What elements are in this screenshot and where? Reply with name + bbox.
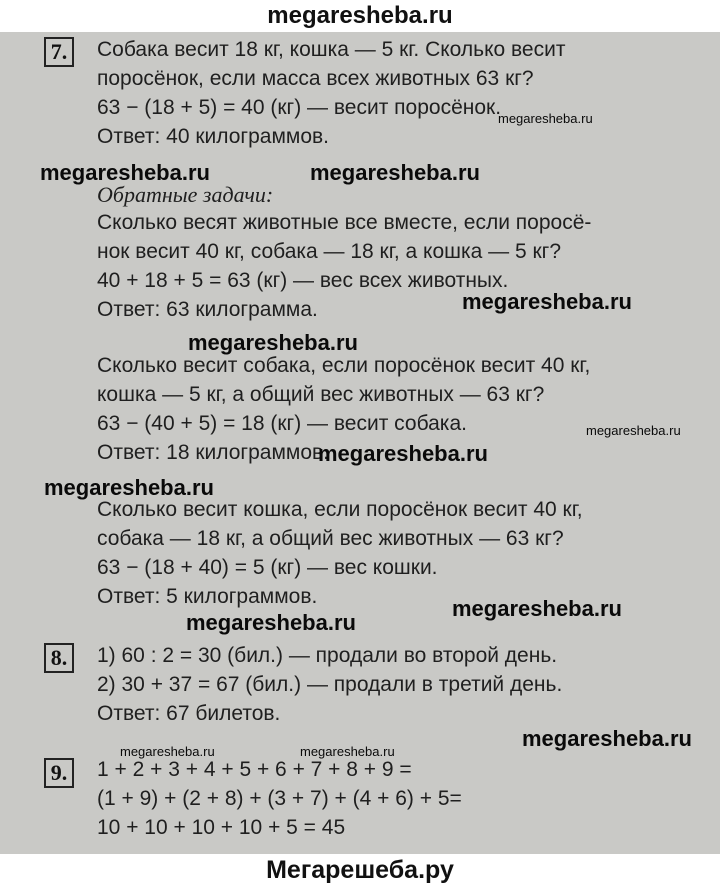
task-7-line: 40 + 18 + 5 = 63 (кг) — вес всех животных. bbox=[97, 269, 509, 292]
inverse-problems-heading: Обратные задачи: bbox=[97, 182, 274, 207]
task-7-line: 63 − (40 + 5) = 18 (кг) — весит собака. bbox=[97, 412, 467, 435]
task-7-line: 63 − (18 + 5) = 40 (кг) — весит поросёнок. bbox=[97, 96, 502, 119]
task-8-line: 1) 60 : 2 = 30 (бил.) — продали во второй день. bbox=[97, 644, 558, 667]
watermark: megaresheba.ru bbox=[310, 160, 480, 185]
watermark: megaresheba.ru bbox=[318, 441, 488, 466]
task-9-line: 10 + 10 + 10 + 10 + 5 = 45 bbox=[97, 816, 346, 839]
task-8-line: 2) 30 + 37 = 67 (бил.) — продали в третий день. bbox=[97, 673, 563, 696]
task-7-line: Сколько весят животные все вместе, если поросё- bbox=[97, 211, 592, 234]
task-9-line: 1 + 2 + 3 + 4 + 5 + 6 + 7 + 8 + 9 = bbox=[97, 758, 412, 781]
watermark: megaresheba.ru bbox=[188, 330, 358, 355]
task-8-answer: Ответ: 67 билетов. bbox=[97, 702, 281, 725]
watermark: megaresheba.ru bbox=[186, 610, 356, 635]
task-7-line: поросёнок, если масса всех животных 63 кг? bbox=[97, 67, 534, 90]
task-7-answer: Ответ: 18 килограммов. bbox=[97, 441, 329, 464]
watermark: megaresheba.ru bbox=[120, 744, 215, 759]
task-7-line: 63 − (18 + 40) = 5 (кг) — вес кошки. bbox=[97, 556, 438, 579]
task-7-line: Собака весит 18 кг, кошка — 5 кг. Сколько весит bbox=[97, 38, 566, 61]
watermark: megaresheba.ru bbox=[498, 111, 593, 126]
task-7-line: собака — 18 кг, а общий вес животных — 63 кг? bbox=[97, 527, 564, 550]
site-footer: Мегарешеба.ру bbox=[266, 856, 454, 884]
watermark: megaresheba.ru bbox=[44, 475, 214, 500]
watermark: megaresheba.ru bbox=[522, 726, 692, 751]
task-7-line: Сколько весит кошка, если поросёнок весит 40 кг, bbox=[97, 498, 583, 521]
task-7-line: Сколько весит собака, если поросёнок весит 40 кг, bbox=[97, 354, 591, 377]
watermark: megaresheba.ru bbox=[586, 423, 681, 438]
watermark: megaresheba.ru bbox=[462, 289, 632, 314]
watermark: megaresheba.ru bbox=[452, 596, 622, 621]
task-7-line: кошка — 5 кг, а общий вес животных — 63 кг? bbox=[97, 383, 545, 406]
site-header: megaresheba.ru bbox=[267, 2, 453, 29]
task-7-line: нок весит 40 кг, собака — 18 кг, а кошка — 5 кг? bbox=[97, 240, 562, 263]
task-7-number: 7. bbox=[44, 37, 74, 67]
watermark: megaresheba.ru bbox=[40, 160, 210, 185]
task-7-answer: Ответ: 63 килограмма. bbox=[97, 298, 318, 321]
task-8-number: 8. bbox=[44, 643, 74, 673]
task-9-number: 9. bbox=[44, 758, 74, 788]
task-7-answer: Ответ: 5 килограммов. bbox=[97, 585, 318, 608]
task-9-line: (1 + 9) + (2 + 8) + (3 + 7) + (4 + 6) + 5= bbox=[97, 787, 462, 810]
watermark: megaresheba.ru bbox=[300, 744, 395, 759]
task-7-answer: Ответ: 40 килограммов. bbox=[97, 125, 329, 148]
